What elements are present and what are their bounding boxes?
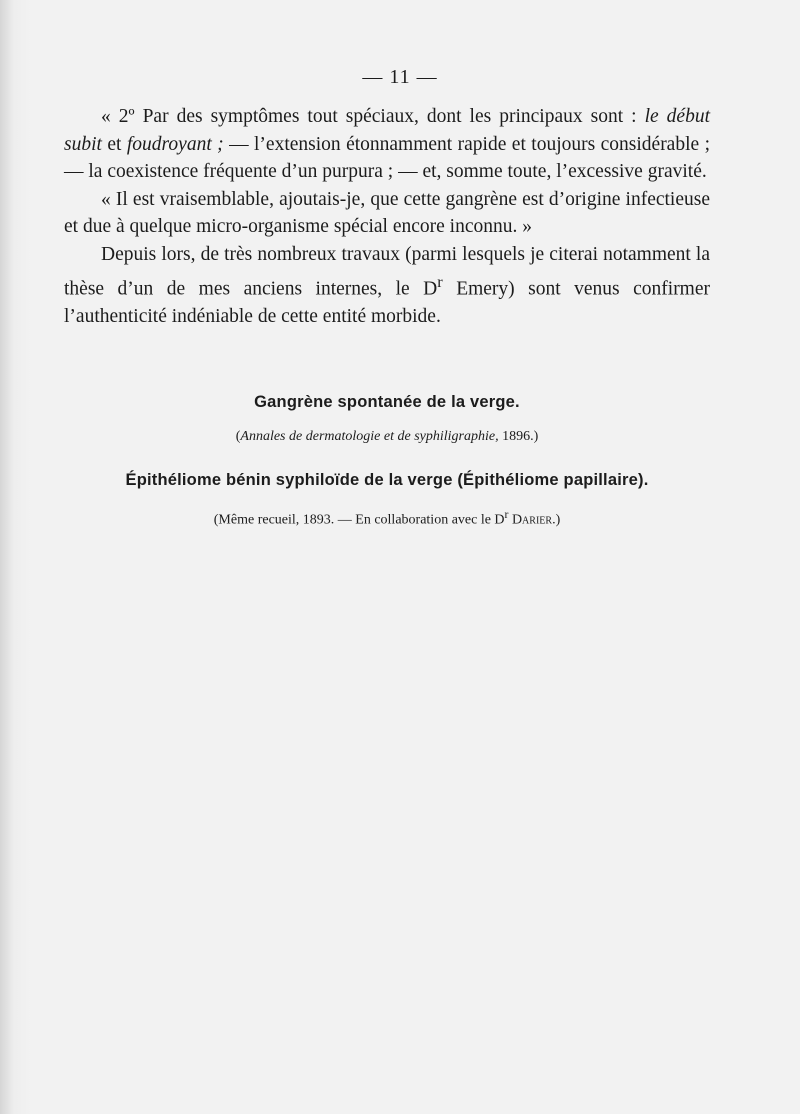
- paragraph-confirmation-sup: r: [437, 272, 443, 291]
- citation-open: (: [235, 429, 241, 444]
- page-number: — 11 —: [362, 66, 438, 88]
- citation-close: .): [552, 512, 561, 528]
- entry-title-epitheliome: Épithéliome bénin syphiloïde de la verge (Épithéliome papillaire).: [125, 471, 649, 489]
- paragraph-confirmation: [64, 241, 710, 330]
- paragraph-confirmation-start: Depuis lors, de très nombreux travaux (parmi lesquels je citerai notamment la thèse d’un de mes anciens internes, le D: [64, 243, 710, 300]
- paragraph-symptoms-intro: « 2º Par des symptômes tout spéciaux, dont les principaux sont :: [101, 106, 645, 127]
- paragraph-symptoms-conj: et: [101, 133, 127, 155]
- citation-year: 1896.): [498, 429, 539, 444]
- emphasis-foudroyant: foudroyant ;: [126, 133, 224, 155]
- entry-citation-epitheliome: [64, 508, 710, 529]
- paragraph-confirmation-end: Emery) sont venus confirmer l’authenticité indéniable de cette entité morbide.: [64, 278, 710, 327]
- citation-sup: r: [504, 508, 509, 521]
- citation-journal: Annales de dermatologie et de syphiligraphie,: [240, 429, 499, 444]
- paragraph-hypothesis: « Il est vraisemblable, ajoutais-je, que cette gangrène est d’origine infectieuse et due à quelque micro-organisme spécial encore inconnu. »: [64, 188, 710, 238]
- citation-text: (Même recueil, 1893. — En collaboration avec le D: [213, 512, 505, 528]
- paragraph-symptoms: [64, 103, 710, 186]
- citation-author: Darier: [508, 512, 553, 528]
- body-text: [64, 103, 710, 330]
- entry-title-gangrene: Gangrène spontanée de la verge.: [254, 393, 520, 411]
- emphasis-debut-subit: le début subit: [64, 106, 710, 155]
- paragraph-symptoms-rest: — l’extension étonnamment rapide et toujours considérable ; — la coexistence fréquente d’un purpura ; — et, somme toute, l’excessive gravité.: [64, 133, 711, 183]
- entry-citation-gangrene: [64, 429, 710, 445]
